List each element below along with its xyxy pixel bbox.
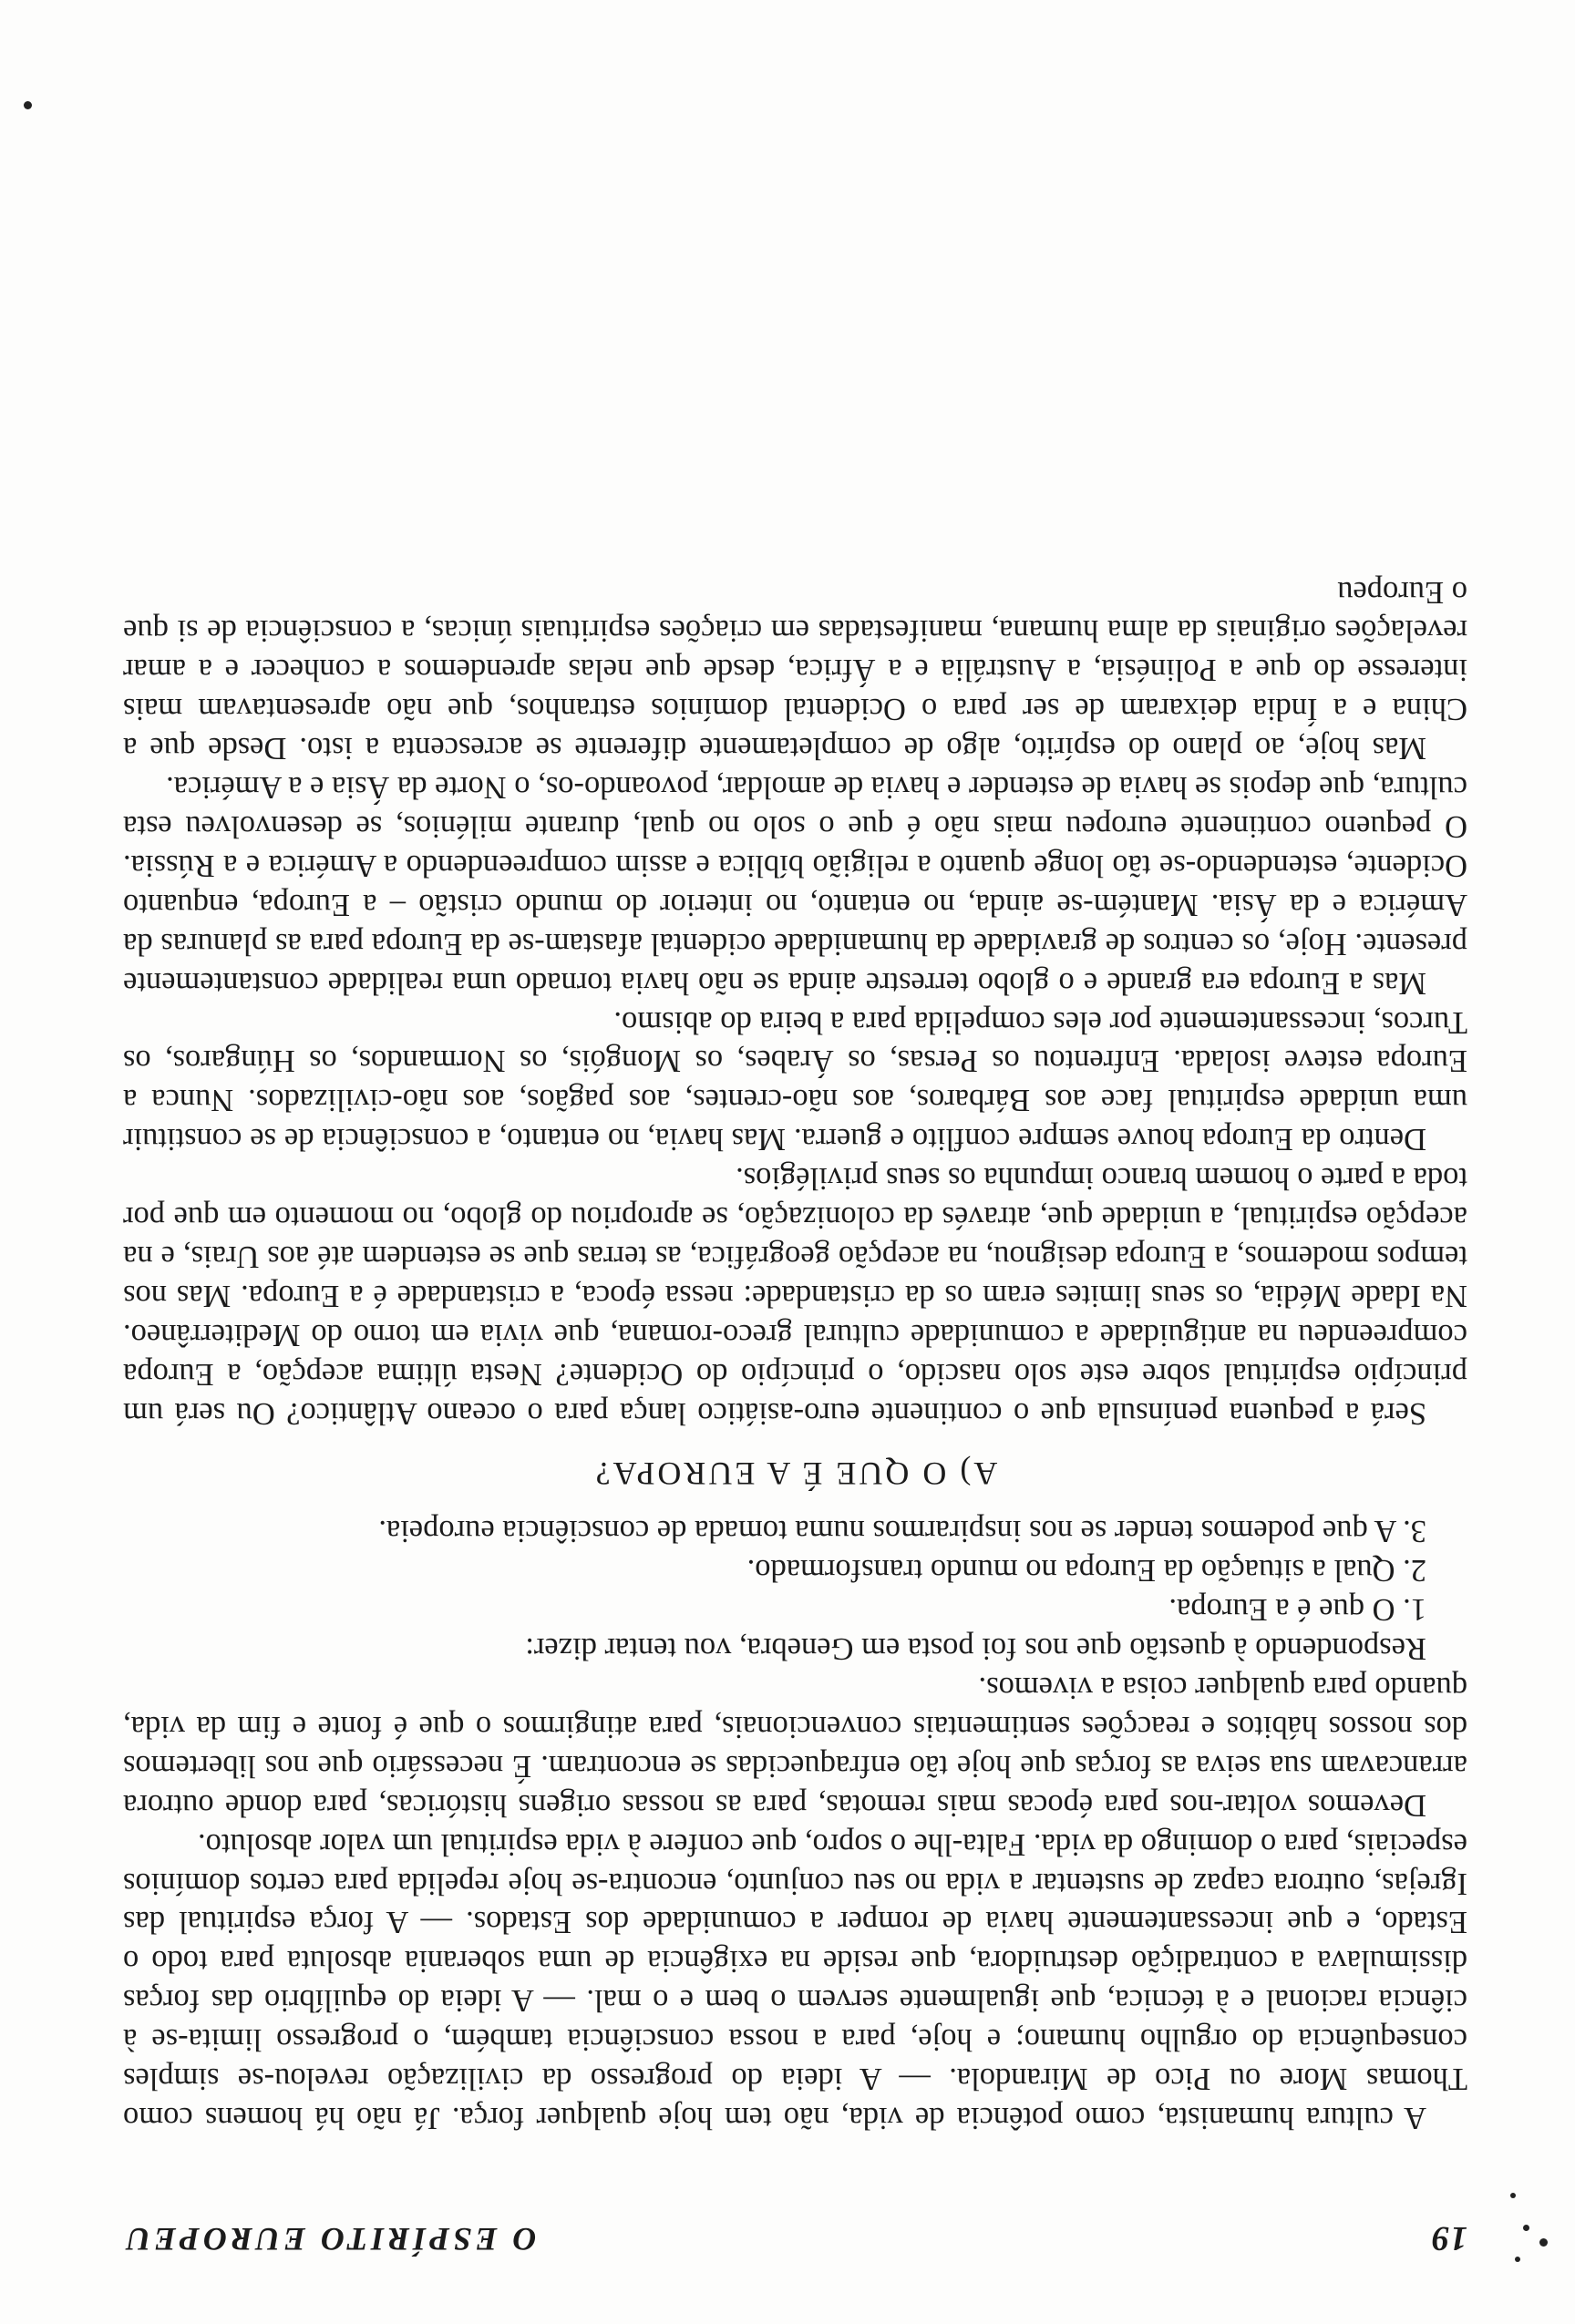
- paragraph: Dentro da Europa houve sempre conflito e guerra. Mas havia, no entanto, a consciência de se constituir uma unidade espiritual face aos Bárbaros, aos não-crentes, aos pagãos, aos não-civilizados. Nunca a Europa esteve isolada. Enfrentou os Persas, os Árabes, os Mongóis, os Normandos, os Húngaros, os Turcos, incessantemente por eles compelida para a beira do abismo.: [123, 1004, 1467, 1157]
- paragraph: Devemos voltar-nos para épocas mais remotas, para as nossas origens históricas, para donde outrora arrancavam sua seiva as forças que hoje tão enfraquecidas se encontram. É necessário que nos libertemos dos nossos hábitos e reacções sentimentais convencionais, para atingirmos o que é fonte e fim da vida, quando para qualquer coisa a vivemos.: [123, 1671, 1467, 1823]
- paragraph: Será a pequena península que o continente euro-asiático lança para o oceano Atlântico? Ou será um princípio espiritual sobre este solo nascido, o princípio do Ocidente? Nesta última acepção, a Europa compreendeu na antiguidade a comunidade cultural greco-romana, que vivia em torno do Mediterrâneo. Na Idade Média, os seus limites eram os da cristandade: nessa época, a cristandade é a Europa. Mas nos tempos modernos, a Europa designou, na acepção geográfica, as terras que se estendem até aos Urais, e na acepção espiritual, a unidade que, através da colonização, se apropriou do globo, no momento em que por toda a parte o homem branco impunha os seus privilégios.: [123, 1161, 1467, 1431]
- paragraph: Respondendo à questão que nos foi posta em Genebra, vou tentar dizer:: [525, 1631, 1426, 1667]
- page-number: 19: [1431, 2219, 1467, 2257]
- scan-speck: [24, 101, 32, 109]
- list-item: 2. Qual a situação da Europa no mundo transformado.: [746, 1553, 1426, 1589]
- page-header: [123, 2207, 1467, 2258]
- paragraph: A cultura humanista, como potência de vida, não tem hoje qualquer força. Já não há homens como Thomas More ou Pico de Mirandola. — A ideia do progresso da civilização revelou-se simples consequência do orgulho humano; e hoje, para a nossa consciência também, o progresso limita-se à ciência racional e à técnica, que igualmente servem o bem e o mal. — A ideia do equilíbrio das forças dissimulava a contradição destruidora, que reside na exigência de uma soberania absoluta para todo o Estado, e que incessantemente havia de romper a comunidade dos Estados. — A força espiritual das Igrejas, outrora capaz de sustentar a vida no seu conjunto, encontra-se hoje repelida para certos domínios especiais, para o domingo da vida. Falta-lhe o sopro, que confere à vida espiritual um valor absoluto.: [123, 1826, 1467, 2135]
- scan-speck: [1510, 2193, 1516, 2198]
- scan-speck: [1539, 2238, 1548, 2247]
- scan-speck: [1523, 2225, 1529, 2231]
- body-text: [123, 572, 1467, 2137]
- paragraph: Mas a Europa era grande e o globo terrestre ainda se não havia tornado uma realidade constantemente presente. Hoje, os centros de gravidade da humanidade ocidental afastam-se da Europa para as planuras da América e da Ásia. Mantém-se ainda, no entanto, no interior do mundo cristão – a Europa, enquanto Ocidente, estendendo-se tão longe quanto a religião bíblica e assim compreendendo a América e a Rússia. O pequeno continente europeu mais não é que o solo no qual, durante milénios, se desenvolveu esta cultura, que depois se havia de estender e havia de amoldar, povoando-os, o Norte da Ásia e a América.: [123, 770, 1467, 1001]
- scan-speck: [1515, 2257, 1520, 2262]
- running-title: O ESPÍRITO EUROPEU: [123, 2221, 537, 2257]
- list-item: 1. O que é a Europa.: [1168, 1592, 1426, 1628]
- section-heading: A) O QUE É A EUROPA?: [592, 1455, 998, 1493]
- paragraph: Mas hoje, ao plano do espírito, algo de completamente diferente se acrescenta a isto. Desde que a China e a Índia deixaram de ser para o Ocidental domínios estranhos, que não apresentavam mais interesse do que a Polinésia, a Austrália e a África, desde que nelas aprendemos a conhecer e a amar revelações originais da alma humana, manifestadas em criações espirituais únicas, a consciência de si que o Europeu: [123, 574, 1467, 766]
- list-item: 3. A que podemos tender se nos inspirarmos numa tomada de consciência europeia.: [378, 1514, 1426, 1549]
